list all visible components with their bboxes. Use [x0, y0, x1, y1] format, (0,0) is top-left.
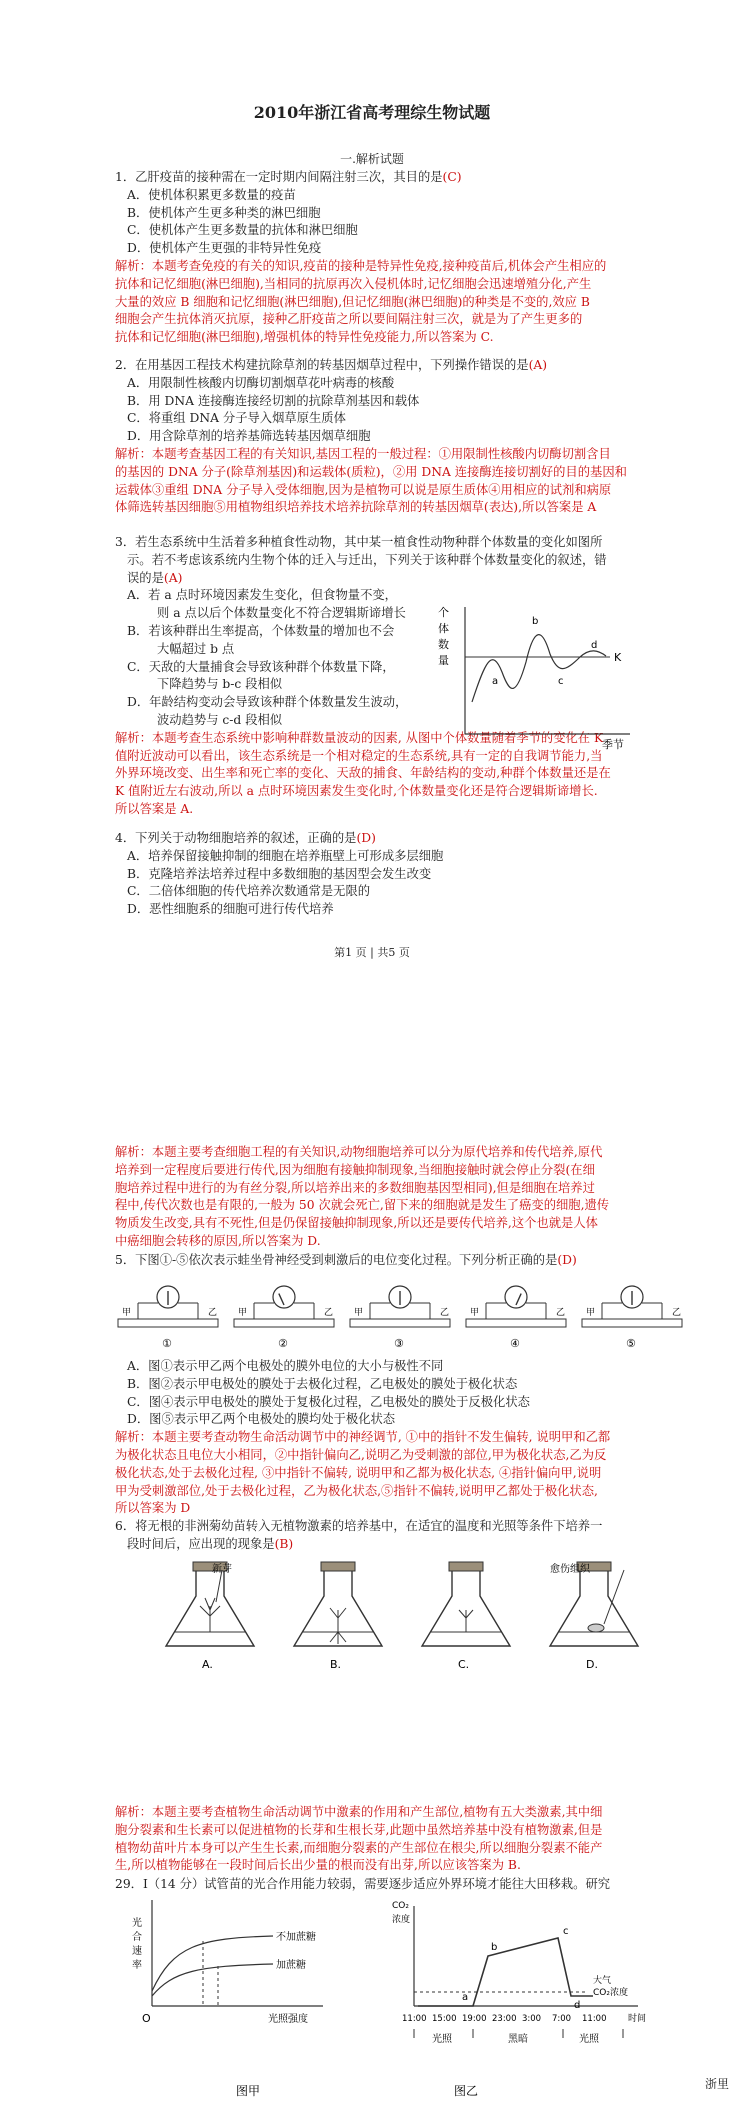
- flask-letter-4: D.: [586, 1658, 598, 1671]
- fig-a-caption: 图甲: [236, 2084, 261, 2098]
- q4-stem: 4．下列关于动物细胞培养的叙述，正确的是: [115, 831, 357, 845]
- new-bud-label: 新芽: [212, 1564, 232, 1575]
- fig-b-co2: [378, 1896, 678, 2104]
- flask-letter-1: A.: [202, 1658, 213, 1671]
- period-light-1: 光照: [432, 2034, 452, 2045]
- q3-option-b: B．若该种群出生率提高，个体数量的增加也不会 大幅超过 b 点: [127, 623, 395, 656]
- electrode-label-left-3: 甲: [354, 1308, 364, 1318]
- q5-option-c: C．图④表示甲电极处的膜处于复极化过程，乙电极处的膜处于反极化状态: [127, 1394, 530, 1409]
- nerve-panel-1: [118, 1286, 218, 1327]
- fig-b-caption: 图乙: [454, 2084, 479, 2098]
- fig-a-photosynthesis: [128, 1896, 338, 2104]
- panel-number-4: ④: [510, 1337, 520, 1350]
- question-2: [115, 357, 670, 517]
- fig-b-xlabel: 时间: [628, 2014, 647, 2024]
- graph-xlabel: 季节: [602, 738, 624, 750]
- q1-option-b: B．使机体产生更多种类的淋巴细胞: [127, 205, 321, 220]
- q1-option-a: A．使机体积累更多数量的疫苗: [127, 187, 296, 202]
- question-5-options: [115, 1358, 670, 1518]
- panel-number-3: ③: [394, 1337, 404, 1350]
- section-heading: 一.解析试题: [340, 152, 404, 166]
- q4-option-d: D．恶性细胞系的细胞可进行传代培养: [127, 902, 334, 917]
- q6-stem-2: 段时间后，应出现的现象是: [127, 1536, 275, 1551]
- q2-option-a: A．用限制性核酸内切酶切割烟草花叶病毒的核酸: [127, 375, 395, 390]
- fig-b-ylabel-2: 浓度: [392, 1915, 411, 1925]
- fig-b-tick-3: 19:00: [462, 2014, 487, 2024]
- point-b: b: [532, 616, 539, 627]
- fig-b-tick-6: 7:00: [552, 2014, 572, 2024]
- period-light-2: 光照: [579, 2034, 599, 2045]
- period-dark: 黑暗: [508, 2034, 528, 2045]
- page-number: 第1 页 | 共5 页: [334, 946, 410, 959]
- fig-b-point-b: b: [491, 1942, 498, 1953]
- q6-answer: (B): [274, 1536, 294, 1551]
- q4-option-b: B．克隆培养法培养过程中多数细胞的基因型会发生改变: [127, 866, 432, 881]
- question-6: [115, 1518, 670, 1554]
- q2-analysis: 解析：本题考查基因工程的有关知识,基因工程的一般过程：①用限制性核酸内切酶切割含目 的基因的 DNA 分子(除草剂基因)和运载体(质粒)，②用 DNA 连接酶连接切割好的目的基因和 运载体③重组 DNA 分子导入受体细胞,因为是植物可以说是原生质体④用相应的试剂和病原 体筛选转基因细胞⑤用植物组织培养技术培养抗除草剂的转基因烟草(表达),所以答案是 A: [115, 446, 627, 515]
- electrode-label-left-4: 甲: [470, 1308, 480, 1318]
- q4-option-a: A．培养保留接触抑制的细胞在培养瓶壁上可形成多层细胞: [127, 848, 444, 863]
- q3-option-d: D．年龄结构变动会导致该种群个体数量发生波动， 波动趋势与 c-d 段相似: [127, 695, 408, 727]
- q5-option-d: D．图⑤表示甲乙两个电极处的膜均处于极化状态: [127, 1412, 396, 1427]
- series-no-sucrose-label: 不加蔗糖: [276, 1932, 316, 1943]
- point-a: a: [492, 676, 499, 687]
- q1-option-c: C．使机体产生更多数量的抗体和淋巴细胞: [127, 223, 358, 238]
- panel-number-2: ②: [278, 1337, 288, 1350]
- flask-3: [422, 1562, 510, 1646]
- nerve-panel-2: [234, 1286, 334, 1327]
- electrode-label-right-4: 乙: [556, 1308, 566, 1318]
- q3-stem-3: 误的是: [127, 570, 164, 585]
- fig-a-origin: O: [142, 2012, 151, 2025]
- q5-option-a: A．图①表示甲乙两个电极处的膜外电位的大小与极性不同: [127, 1359, 444, 1373]
- nerve-panel-4: [466, 1286, 566, 1327]
- series-sucrose-label: 加蔗糖: [276, 1960, 306, 1971]
- electrode-label-right-1: 乙: [208, 1308, 218, 1318]
- q5-answer: (D): [557, 1253, 577, 1267]
- flask-figure: [150, 1558, 660, 1678]
- flask-letter-3: C.: [458, 1658, 470, 1671]
- q1-answer: (C): [442, 170, 462, 184]
- atm-label-1: 大气: [593, 1976, 612, 1986]
- question-4: [115, 830, 670, 919]
- population-graph: [430, 602, 660, 750]
- q5-option-b: B．图②表示甲电极处的膜处于去极化过程，乙电极处的膜处于极化状态: [127, 1376, 518, 1391]
- fig-a-ylabel-1: 光: [132, 1918, 142, 1929]
- atm-label-2: CO₂浓度: [593, 1988, 628, 1998]
- q2-option-b: B．用 DNA 连接酶连接经切割的抗除草剂基因和载体: [127, 393, 420, 408]
- fig-b-tick-4: 23:00: [492, 2014, 517, 2024]
- fig-b-tick-7: 11:00: [582, 2014, 607, 2024]
- q4-answer: (D): [356, 831, 376, 845]
- question-1: [115, 169, 670, 347]
- population-curve: [472, 635, 606, 702]
- q5-analysis: 解析：本题主要考查动物生命活动调节中的神经调节, ①中的指针不发生偏转, 说明甲和乙都 为极化状态且电位大小相同，②中指针偏向乙,说明乙为受刺激的部位,甲为极化状态,乙为反 极化状态,处于去极化过程, ③中指针不偏转, 说明甲和乙都为极化状态, ④指针偏向甲,说明 甲为受刺激部位,处于去极化过程，乙为极化状态,⑤指针不偏转,说明甲乙都处于极化状态, 所以答案为 D: [115, 1430, 611, 1516]
- point-d: d: [591, 640, 598, 651]
- fig-b-point-a: a: [462, 1992, 469, 2003]
- nerve-panel-5: [582, 1286, 682, 1327]
- q3-stem-2: 示。若不考虑该系统内生物个体的迁入与迁出，下列关于该种群个体数量变化的叙述，错: [127, 552, 607, 567]
- fig-b-point-d: d: [574, 2000, 581, 2011]
- q3-answer: (A): [163, 570, 183, 585]
- q3-analysis: 解析：本题考查生态系统中影响种群数量波动的因素, 从图中个体数量随着季节的变化在 K 值附近波动可以看出，该生态系统是一个相对稳定的生态系统,具有一定的自我调节能力,当 外界环境改变、出生率和死亡率的变化、天敌的捕食、年龄结构的变动,种群个体数量还是在 K 值附近左右波动,所以 a 点时环境因素发生变化时,个体数量变化还是符合逻辑斯谛增长. 所以答案是 A.: [115, 730, 611, 816]
- q3-stem-1: 3．若生态系统中生活着多种植食性动物，其中某一植食性动物种群个体数量的变化如图所: [115, 535, 603, 549]
- panel-number-1: ①: [162, 1337, 172, 1350]
- fig-b-tick-2: 15:00: [432, 2014, 457, 2024]
- k-label: K: [614, 651, 622, 664]
- graph-ylabel-4: 量: [438, 654, 449, 667]
- nerve-potential-figure: [110, 1275, 700, 1355]
- co2-curve: [418, 1938, 593, 2006]
- fig-b-tick-5: 3:00: [522, 2014, 542, 2024]
- nerve-panel-3: [350, 1286, 450, 1327]
- panel-number-5: ⑤: [626, 1337, 636, 1350]
- q6-stem-1: 6．将无根的非洲菊幼苗转入无植物激素的培养基中，在适宜的温度和光照等条件下培养一: [115, 1519, 603, 1533]
- fig-a-ylabel-4: 率: [132, 1960, 142, 1971]
- fig-a-xlabel: 光照强度: [268, 2014, 308, 2025]
- q29-stem: 29．Ⅰ（14 分）试管苗的光合作用能力较弱，需要逐步适应外界环境才能往大田移栽。研究: [115, 1877, 611, 1891]
- cut-text: 浙里: [705, 2077, 730, 2091]
- q3-option-c: C．天敌的大量捕食会导致该种群个体数量下降， 下降趋势与 b-c 段相似: [127, 659, 395, 692]
- fig-a-ylabel-2: 合: [132, 1932, 142, 1943]
- question-5: [115, 1252, 670, 1270]
- q1-stem: 1．乙肝疫苗的接种需在一定时期内间隔注射三次，其目的是: [115, 170, 443, 184]
- q5-stem: 5．下图①-⑤依次表示蛙坐骨神经受到刺激后的电位变化过程。下列分析正确的是: [115, 1253, 558, 1267]
- q2-option-c: C．将重组 DNA 分子导入烟草原生质体: [127, 411, 346, 426]
- q4-option-c: C．二倍体细胞的传代培养次数通常是无限的: [127, 884, 371, 899]
- electrode-label-right-2: 乙: [324, 1308, 334, 1318]
- electrode-label-right-3: 乙: [440, 1308, 450, 1318]
- q2-answer: (A): [528, 358, 548, 372]
- q1-analysis: 解析：本题考查免疫的有关的知识,疫苗的接种是特异性免疫,接种疫苗后,机体会产生相应的 抗体和记忆细胞(淋巴细胞),当相同的抗原再次入侵机体时,记忆细胞会迅速增殖分化,产生 大量的效应 B 细胞和记忆细胞(淋巴细胞),但记忆细胞(淋巴细胞)的种类是不变的,效应 B 细胞会产生抗体消灭抗原，接种乙肝疫苗之所以要间隔注射三次，就是为了产生更多的 抗体和记忆细胞(淋巴细胞),增强机体的特异性免疫能力,所以答案为 C.: [115, 258, 607, 345]
- electrode-label-left-1: 甲: [122, 1308, 132, 1318]
- page-title: 2010年浙江省高考理综生物试题: [253, 103, 491, 122]
- point-c: c: [558, 676, 564, 687]
- fig-b-tick-1: 11:00: [402, 2014, 427, 2024]
- q4-analysis: 解析：本题主要考查细胞工程的有关知识,动物细胞培养可以分为原代培养和传代培养,原代 培养到一定程度后要进行传代,因为细胞有接触抑制现象,当细胞接触时就会停止分裂(在细 胞培养过程中进行的为有丝分裂,所以培养出来的多数细胞基因型相同),但是细胞在培养过 程中,传代次数也是有限的,一般为 50 次就会死亡,留下来的细胞就是发生了癌变的细胞,遗传 物质发生改变,具有不死性,但是仍保留接触抑制现象,所以还是要传代培养,这个也就是人体 中癌细胞会转移的原因,所以答案为 D.: [115, 1145, 610, 1248]
- electrode-label-left-5: 甲: [586, 1308, 596, 1318]
- q3-option-a: A．若 a 点时环境因素发生变化，但食物量不变， 则 a 点以后个体数量变化不符合逻辑斯谛增长: [127, 588, 406, 621]
- q6-analysis: 解析：本题主要考查植物生命活动调节中激素的作用和产生部位,植物有五大类激素,其中细 胞分裂素和生长素可以促进植物的长芽和生根长芽,此题中虽然培养基中没有植物激素,但是 植物幼苗叶片本身可以产生生长素,而细胞分裂素的产生部位在根尖,所以细胞分裂素不能产 生,所以植物能够在一段时间后长出少量的根而没有出芽,所以应该答案为 B.: [115, 1805, 603, 1873]
- curve-no-sucrose: [152, 1936, 273, 1991]
- q2-option-d: D．用含除草剂的培养基筛选转基因烟草细胞: [127, 429, 371, 444]
- q1-option-d: D．使机体产生更强的非特异性免疫: [127, 241, 322, 256]
- graph-ylabel-3: 数: [438, 638, 449, 651]
- graph-ylabel-1: 个: [438, 606, 449, 619]
- fig-a-ylabel-3: 速: [132, 1946, 142, 1957]
- electrode-label-right-5: 乙: [672, 1308, 682, 1318]
- electrode-label-left-2: 甲: [238, 1308, 248, 1318]
- graph-ylabel-2: 体: [438, 622, 449, 635]
- question-29: [115, 1876, 695, 1894]
- fig-b-point-c: c: [563, 1926, 569, 1937]
- curve-sucrose: [152, 1964, 273, 1996]
- callus-label: 愈伤组织: [550, 1564, 590, 1575]
- fig-b-ylabel-1: CO₂: [392, 1901, 409, 1911]
- flask-1: [166, 1562, 254, 1646]
- flask-letter-2: B.: [330, 1658, 342, 1671]
- q2-stem: 2．在用基因工程技术构建抗除草剂的转基因烟草过程中，下列操作错误的是: [115, 358, 529, 372]
- flask-2: [294, 1562, 382, 1646]
